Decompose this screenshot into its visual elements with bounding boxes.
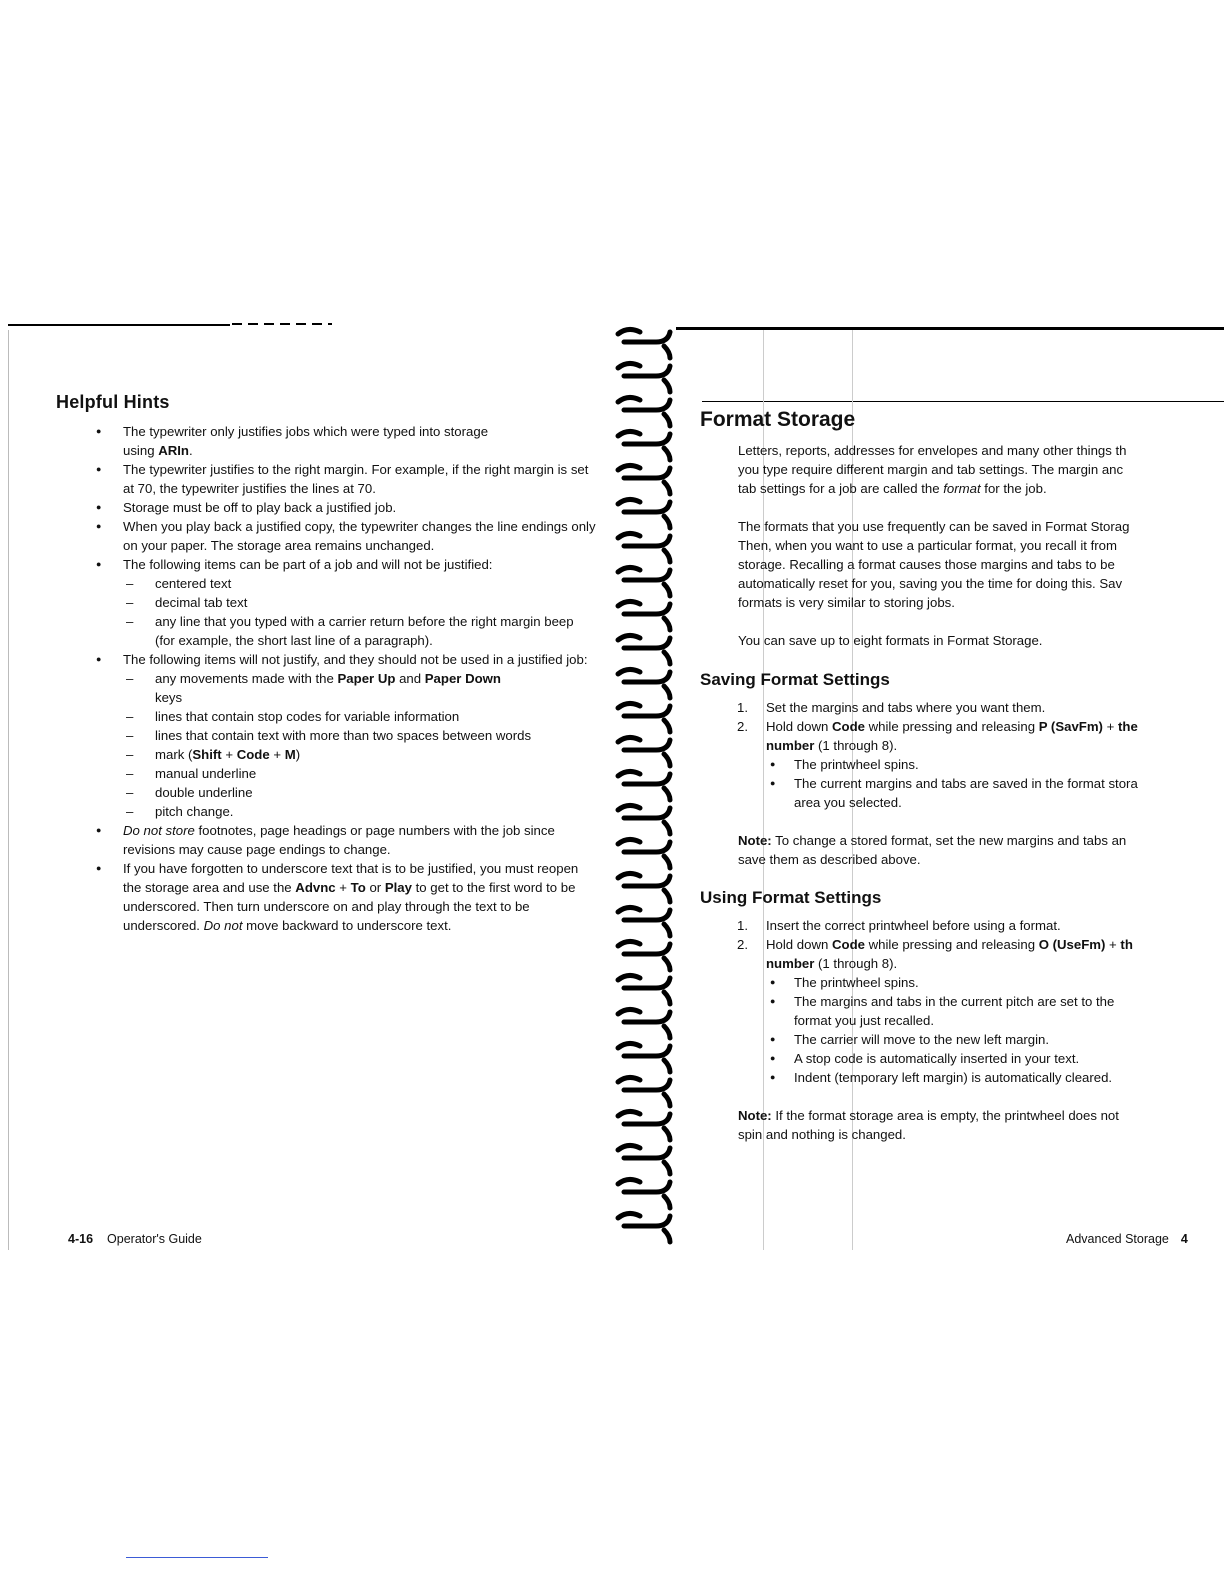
list-item: – lines that contain stop codes for variable information [123, 707, 596, 726]
step-number: 1. [737, 700, 748, 715]
note-label: Note: [738, 1108, 772, 1123]
emphasis-text: Do not store [123, 823, 195, 838]
top-rule-right [676, 327, 1224, 330]
step-item [700, 717, 1212, 812]
emphasis-text: Do not [203, 918, 243, 933]
step-text: while pressing and releasing [864, 937, 1039, 952]
emphasis-text: format [943, 481, 981, 496]
section-rule-right [702, 401, 1224, 402]
note-text: save them as described above. [738, 852, 921, 867]
list-item [56, 422, 596, 460]
result-text: The current margins and tabs are saved in the format stora [794, 776, 1138, 791]
item-text: + [269, 747, 285, 762]
saving-results [766, 755, 1212, 812]
key-name: Code [831, 937, 865, 952]
list-item: ● The printwheel spins. [766, 755, 1212, 774]
step-text: Set the margins and tabs where you want them. [766, 700, 1046, 715]
using-format-heading: Using Format Settings [700, 888, 882, 907]
right-page [700, 408, 1212, 1163]
step-text: while pressing and releasing [864, 719, 1039, 734]
hint-text: The following items will not justify, and they should not be used in a justified job: [123, 652, 588, 667]
hint-text: move backward to underscore text. [242, 918, 452, 933]
step-number: 2. [737, 937, 748, 952]
hint-text: using [123, 443, 159, 458]
key-name: ARIn [158, 443, 189, 458]
saving-steps [700, 698, 1212, 812]
key-name: Code [831, 719, 865, 734]
key-name: P (SavFm) [1038, 719, 1103, 734]
list-item: – double underline [123, 783, 596, 802]
spiral-binding [614, 326, 684, 1256]
footer-title: Operator's Guide [107, 1232, 202, 1246]
step-number: 2. [737, 719, 748, 734]
step-text: Hold down [766, 719, 832, 734]
key-name: Advnc [295, 880, 336, 895]
paragraph-line: Letters, reports, addresses for envelopes and many other things th [738, 443, 1127, 458]
list-item: – pitch change. [123, 802, 596, 821]
list-item [56, 821, 596, 859]
key-name: Code [236, 747, 270, 762]
note-label: Note: [738, 833, 772, 848]
hint-text: . [188, 443, 193, 458]
list-item: ● The carrier will move to the new left margin. [766, 1030, 1212, 1049]
key-name: Paper Up [337, 671, 396, 686]
result-text: The margins and tabs in the current pitch are set to the [794, 994, 1115, 1009]
key-name: the [1118, 719, 1138, 734]
key-name: Shift [192, 747, 222, 762]
step-item [700, 698, 1212, 717]
list-item: – lines that contain text with more than two spaces between words [123, 726, 596, 745]
list-item: ● The typewriter justifies to the right margin. For example, if the right margin is set at 70, the typewriter justifies the lines at 70. [56, 460, 596, 498]
right-footer [1066, 1232, 1188, 1246]
footer-title: Advanced Storage [1066, 1232, 1169, 1246]
item-text: and [395, 671, 425, 686]
list-item: ● When you play back a justified copy, the typewriter changes the line endings only on your paper. The storage area remains unchanged. [56, 517, 596, 555]
top-rule-left [8, 324, 230, 326]
step-item [700, 935, 1212, 1087]
paragraph-line: Then, when you want to use a particular format, you recall it from [738, 538, 1117, 553]
top-rule-left-broken [232, 323, 332, 325]
result-text: area you selected. [794, 795, 902, 810]
hint-text: or [365, 880, 385, 895]
list-item: ● Storage must be off to play back a justified job. [56, 498, 596, 517]
paragraph-line: you type require different margin and tab settings. The margin anc [738, 462, 1124, 477]
key-name: Play [384, 880, 412, 895]
item-text: ) [295, 747, 301, 762]
key-name: O (UseFm) [1038, 937, 1106, 952]
list-item: – any line that you typed with a carrier return before the right margin beep (for example, the short last line of a paragraph). [123, 612, 596, 650]
scan-artifact-line [126, 1557, 268, 1558]
hint-text: to get to the first word to be underscored. Then turn underscore on and play through the text to be underscored. [123, 880, 576, 933]
paragraph-line: The formats that you use frequently can be saved in Format Storag [738, 519, 1130, 534]
step-text: + [1102, 719, 1118, 734]
item-text: + [221, 747, 237, 762]
using-results [766, 973, 1212, 1087]
item-text: mark ( [155, 747, 193, 762]
list-item [766, 774, 1212, 812]
step-text: Insert the correct printwheel before using a format. [766, 918, 1061, 933]
left-page [56, 392, 596, 935]
list-item [123, 745, 596, 764]
list-item [766, 992, 1212, 1030]
spiral-rings-graphic [614, 326, 684, 1256]
item-text: any movements made with the [155, 671, 338, 686]
step-item [700, 916, 1212, 935]
key-name: number [766, 956, 815, 971]
hint-text: If you have forgotten to underscore text that is to be justified, you must reopen the storage area and use the [123, 861, 579, 895]
step-text: (1 through 8). [814, 956, 898, 971]
paragraph-line: for the job. [980, 481, 1047, 496]
list-item [123, 669, 596, 707]
format-storage-heading: Format Storage [700, 408, 856, 431]
paragraph-line: automatically reset for you, saving you the time for doing this. Sav [738, 576, 1123, 591]
intro-paragraph [738, 441, 1212, 498]
using-note [738, 1106, 1212, 1144]
hint-text: The typewriter only justifies jobs which were typed into storage [123, 424, 489, 439]
step-text: (1 through 8). [814, 738, 898, 753]
will-not-justify-list [123, 669, 596, 821]
item-text: keys [155, 690, 183, 705]
left-footer [68, 1232, 202, 1246]
step-number: 1. [737, 918, 748, 933]
list-item: ● A stop code is automatically inserted in your text. [766, 1049, 1212, 1068]
list-item [56, 650, 596, 821]
key-name: M [284, 747, 296, 762]
using-steps [700, 916, 1212, 1087]
page-number: 4 [1180, 1232, 1188, 1246]
list-item: ● The printwheel spins. [766, 973, 1212, 992]
result-text: format you just recalled. [794, 1013, 934, 1028]
list-item: ● Indent (temporary left margin) is automatically cleared. [766, 1068, 1212, 1087]
key-name: To [350, 880, 366, 895]
note-text: spin and nothing is changed. [738, 1127, 906, 1142]
list-item: – manual underline [123, 764, 596, 783]
list-item: – decimal tab text [123, 593, 596, 612]
not-justified-list [123, 574, 596, 650]
hints-list [56, 422, 596, 935]
key-name: Paper Down [424, 671, 501, 686]
step-text: Hold down [766, 937, 832, 952]
list-item [56, 859, 596, 935]
paragraph-line: formats is very similar to storing jobs. [738, 595, 955, 610]
hint-text: + [335, 880, 351, 895]
note-text: If the format storage area is empty, the printwheel does not [771, 1108, 1119, 1123]
key-name: th [1120, 937, 1133, 952]
key-name: number [766, 738, 815, 753]
note-text: To change a stored format, set the new margins and tabs an [771, 833, 1127, 848]
saving-note [738, 831, 1212, 869]
hint-text: The following items can be part of a job and will not be justified: [123, 557, 493, 572]
left-edge-line [8, 330, 9, 1250]
list-item [56, 555, 596, 650]
list-item: – centered text [123, 574, 596, 593]
hint-text: footnotes, page headings or page numbers with the job since revisions may cause page endings to change. [123, 823, 555, 857]
paragraph-line: tab settings for a job are called the [738, 481, 944, 496]
eight-formats-paragraph: You can save up to eight formats in Format Storage. [738, 633, 1043, 648]
step-text: + [1105, 937, 1121, 952]
page-number: 4-16 [68, 1232, 94, 1246]
helpful-hints-heading: Helpful Hints [56, 392, 170, 412]
saving-format-heading: Saving Format Settings [700, 670, 890, 689]
formats-paragraph [738, 517, 1212, 612]
paragraph-line: storage. Recalling a format causes those margins and tabs to be [738, 557, 1115, 572]
